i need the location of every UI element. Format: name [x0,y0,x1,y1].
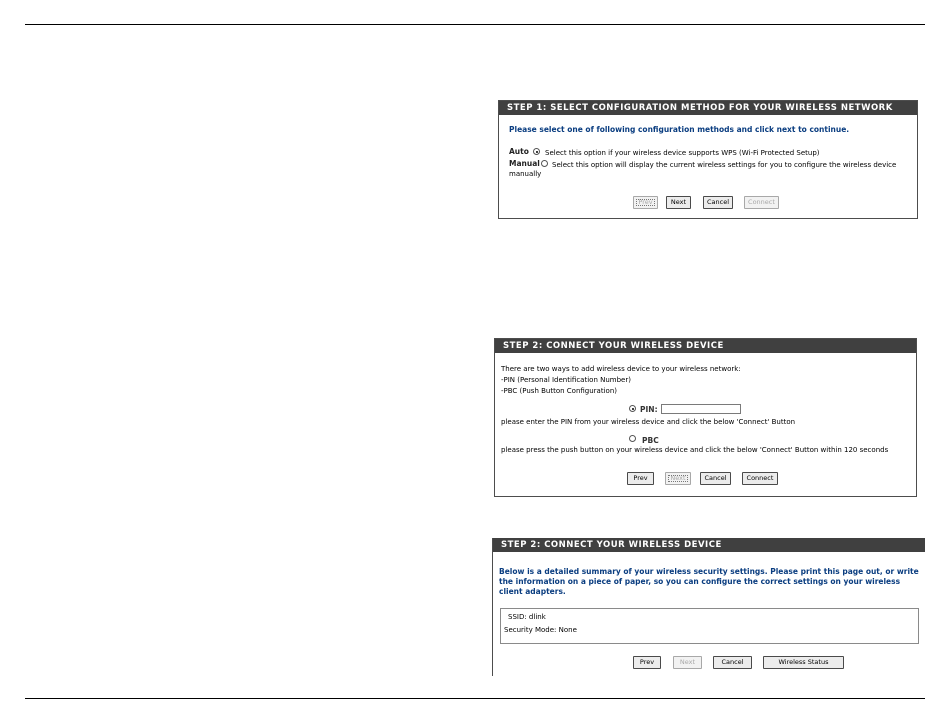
connect-intro: There are two ways to add wireless device to your wireless network: [501,365,741,373]
step1-connect-button[interactable]: Connect [744,196,779,209]
step2-connect-connect-button[interactable]: Connect [742,472,778,485]
step2-summary-prev-button[interactable]: Prev [633,656,661,669]
pbc-help-text: please press the push button on your wireless device and click the below 'Connect' Button within 120 seconds [501,446,889,454]
summary-settings-box [500,608,919,644]
manual-radio[interactable] [541,160,548,167]
step1-header: STEP 1: SELECT CONFIGURATION METHOD FOR YOUR WIRELESS NETWORK [499,101,917,115]
pin-radio[interactable] [629,405,636,412]
step1-next-button[interactable]: Next [666,196,691,209]
summary-line-3: client adapters. [499,587,566,596]
step2-summary-next-button[interactable]: Next [673,656,702,669]
auto-description: Select this option if your wireless device supports WPS (Wi-Fi Protected Setup) [545,149,820,157]
step1-instruction: Please select one of following configuration methods and click next to continue. [509,125,850,134]
auto-label: Auto [509,147,529,156]
pin-help-text: please enter the PIN from your wireless device and click the below 'Connect' Button [501,418,796,426]
step2-connect-prev-button[interactable]: Prev [627,472,654,485]
step2-connect-cancel-button[interactable]: Cancel [700,472,731,485]
step2-connect-header: STEP 2: CONNECT YOUR WIRELESS DEVICE [495,339,916,353]
manual-description: Select this option will display the current wireless settings for you to configure the wireless device [552,161,897,169]
step2-connect-panel [494,338,917,497]
security-mode-value: Security Mode: None [504,626,577,634]
summary-line-1: Below is a detailed summary of your wireless security settings. Please print this page out, or write [499,567,919,576]
manual-description-cont: manually [509,170,542,178]
step1-panel [498,100,918,219]
step1-cancel-button[interactable]: Cancel [703,196,733,209]
pin-label: PIN: [640,405,658,414]
bottom-rule [25,698,925,699]
step1-prev-button[interactable]: Prev [633,196,658,209]
step2-summary-header: STEP 2: CONNECT YOUR WIRELESS DEVICE [493,538,925,552]
pin-method-item: -PIN (Personal Identification Number) [501,376,631,384]
summary-line-2: the information on a piece of paper, so you can configure the correct settings on your wireless [499,577,901,586]
top-rule [25,24,925,25]
pin-input[interactable] [661,404,741,414]
pbc-method-item: -PBC (Push Button Configuration) [501,387,617,395]
step2-connect-next-button[interactable]: Next [665,472,691,485]
ssid-value: SSID: dlink [508,613,546,621]
wireless-status-button[interactable]: Wireless Status [763,656,844,669]
step2-summary-cancel-button[interactable]: Cancel [713,656,752,669]
pbc-radio[interactable] [629,435,636,442]
manual-label: Manual [509,159,540,168]
pbc-label: PBC [642,436,659,445]
auto-radio[interactable] [533,148,540,155]
step2-summary-panel [492,538,925,676]
